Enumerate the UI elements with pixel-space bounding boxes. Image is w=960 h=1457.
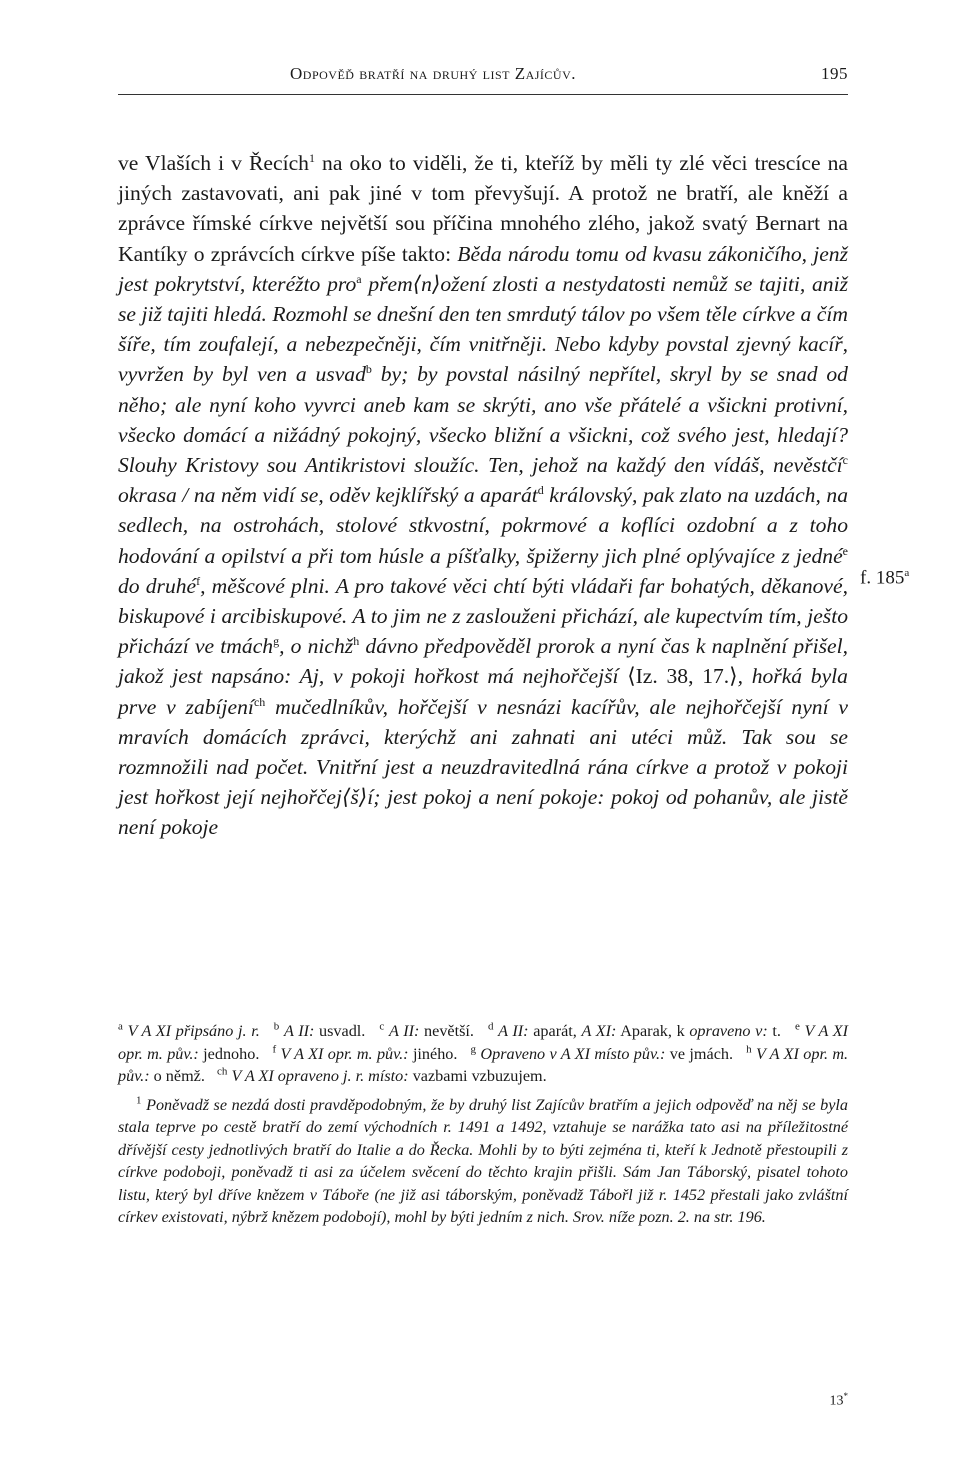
note-text: V A XI opr. m. pův.: bbox=[280, 1044, 409, 1063]
note-text: ve jmách. bbox=[665, 1044, 734, 1063]
note-text: jednoho. bbox=[198, 1044, 260, 1063]
footnote-ref: 1 bbox=[308, 150, 315, 165]
text-run: ve Vlaších i v Řecích bbox=[118, 151, 309, 175]
variant-ref: e bbox=[842, 543, 848, 558]
note-text: V A XI připsáno j. r. bbox=[127, 1022, 260, 1040]
variant-ref: d bbox=[537, 483, 544, 498]
note-text: Aparak, k bbox=[616, 1022, 690, 1040]
note-text: aparát, bbox=[528, 1022, 582, 1040]
note-text: usvadl. bbox=[314, 1022, 366, 1040]
variant-ref: c bbox=[842, 452, 848, 467]
note-text: A II: bbox=[283, 1022, 315, 1040]
note-mark: ch bbox=[217, 1065, 228, 1078]
quotation-text: , měšcové plni. A pro takové věci chtí býti vládaři far bohatých, děkanové, biskupové i arcibiskupové. A to jim ne z zaslouženi přichází, ale kupectvím tím, ješto přichází ve tmách bbox=[118, 573, 848, 659]
header-rule bbox=[118, 94, 848, 95]
main-text bbox=[118, 148, 848, 843]
note-text: A II: bbox=[498, 1022, 529, 1040]
variant-ref: b bbox=[365, 362, 372, 377]
note-text: t. bbox=[767, 1022, 781, 1040]
footnote bbox=[118, 1094, 848, 1229]
note-text: A XI: bbox=[581, 1022, 617, 1040]
note-text: V A XI opr. m. pův.: bbox=[118, 1022, 849, 1063]
note-mark: c bbox=[379, 1020, 385, 1033]
bible-citation: ⟨Iz. 38, 17.⟩ bbox=[627, 664, 738, 689]
note-mark: e bbox=[794, 1020, 800, 1033]
quotation-text: mučedlníkův, hořčejší v nesnázi kacířův, ale nejhořčejší nyní v mravích domácích zprávci, kterýchž ani zahnati ani utéci můž. Tak sou se rozmnožili nad počet. Vnitřní jest a neuzdravitedlná rána církve a protož v pokoji jest hořkost její nejhořčej⟨š⟩í; jest pokoj a není pokoje: pokoj od pohanův, ale jistě není pokoje bbox=[118, 694, 848, 840]
variant-ref: ch bbox=[253, 694, 266, 709]
note-text: o němž. bbox=[149, 1067, 205, 1085]
note-mark: b bbox=[273, 1020, 280, 1033]
variant-ref: g bbox=[273, 634, 280, 649]
footnote-mark: 1 bbox=[136, 1094, 142, 1107]
note-text: A II: bbox=[388, 1022, 420, 1040]
variant-notes bbox=[118, 1020, 848, 1088]
note-text: V A XI opraveno j. r. místo: bbox=[231, 1067, 409, 1085]
page-number: 195 bbox=[821, 64, 848, 83]
note-mark: a bbox=[118, 1020, 123, 1033]
note-text: Opraveno v A XI místo pův.: bbox=[480, 1044, 666, 1063]
note-mark: g bbox=[470, 1043, 477, 1056]
quotation-text: přem⟨n⟩ožení zlosti a nestydatosti nemůž se tajiti, aniž se již tajiti hledá. Rozmohl se dnešní den ten smrdutý tálov po všem těle církve a čím šíře, tím zoufalejí, a nebezpečněji, čím vnitřněji. Nebo kdyby povstal zjevný kacíř, vyvržen by byl ven a usvad bbox=[118, 271, 848, 387]
folio-marker bbox=[860, 567, 909, 589]
quotation-text: by; by povstal násilný nepřítel, skryl by se snad od něho; ale nyní koho vyvrci aneb kam se skrýti, ano vše přátelé a všickni protivní, všecko domácí a nižádný pokojný, všecko bližní a všickni, což svého jest, hledají? Slouhy Kristovy sou Antikristovi sloužíc. Ten, jehož na každý den vídáš, nevěstčí bbox=[118, 362, 848, 478]
note-mark: d bbox=[487, 1020, 494, 1033]
quotation-text: královský, pak zlato na uzdách, na sedlech, na ostrohách, stolové stkvostní, pokrmové a koflíci ozdobní a z toho hodování a opilství a při tom húsle a píšťalky, špižerny jich plné oplývajíce z jedné bbox=[118, 483, 848, 568]
signature-number: 13 bbox=[829, 1393, 844, 1409]
quotation-text: dávno předpověděl prorok a nyní čas k naplnění přišel, jakož jest napsáno: Aj, v pokoji hořkost má nejhořčejší bbox=[118, 634, 848, 689]
note-text: jiného. bbox=[408, 1044, 458, 1063]
note-mark: h bbox=[746, 1043, 752, 1056]
variant-ref: h bbox=[353, 634, 360, 649]
quotation-text: , o nichž bbox=[279, 634, 354, 659]
folio-text: f. 185 bbox=[860, 567, 905, 589]
note-text: vazbami vzbuzujem. bbox=[408, 1067, 547, 1085]
quotation-text: okrasa / na něm vidí se, oděv kejklířský a aparát bbox=[118, 483, 538, 508]
note-mark: f bbox=[272, 1043, 277, 1056]
note-text: V A XI opr. m. pův.: bbox=[118, 1044, 849, 1085]
running-title: Odpověď bratří na druhý list Zajícův. bbox=[290, 64, 577, 83]
quotation-text: do druhé bbox=[118, 573, 197, 598]
variant-ref: a bbox=[356, 271, 362, 286]
footnote-text: Poněvadž se nezdá dosti pravděpodobným, že by druhý list Zajícův bratřím a jejich odpověď na něj se byla stala teprve po cestě bratří do zemí východních r. 1491 a 1492, vztahuje se narážka tato asi na příležitostné dřívější cesty jednotlivých bratří do Italie a do Řecka. Mohli by to býti zejména ti, kteří k Jednotě přestoupili z církve podoboji, poněvadž ti asi za účelem svěcení do těchto krajin přišli. Sám Jan Táborský, pisatel tohoto listu, který byl dříve knězem v Táboře (ne již asi táborským, poněvadž Tábořl již r. 1452 přestali jako zvláštní církev existovati, nýbrž knězem podobojí), mohl by býti jedním z nich. Srov. níže pozn. 2. na str. 196. bbox=[118, 1095, 848, 1226]
note-text: opraveno v: bbox=[689, 1022, 768, 1040]
folio-side: a bbox=[904, 567, 910, 579]
printer-signature bbox=[830, 1391, 849, 1410]
quotation-text: , hořká byla prve v zabíjení bbox=[118, 664, 848, 719]
signature-star: * bbox=[843, 1391, 848, 1401]
text-run: na oko to viděli, že ti, kteříž by měli ty zlé věci trescíce na jiných zastavovati, ani pak jiné v tom převyšují. A protož ne bratří, ale kněží a zprávce římské církve největší sou příčina mnohého zlého, jakož svatý Bernart na Kantíky o zprávcích církve píše takto: bbox=[118, 151, 848, 266]
quotation-text: Běda národu tomu od kvasu zákoničího, jenž jest pokrytství, kteréžto pro bbox=[118, 241, 848, 296]
running-header bbox=[118, 64, 848, 88]
note-text: nevětší. bbox=[419, 1022, 474, 1040]
variant-ref: f bbox=[196, 573, 201, 588]
apparatus bbox=[118, 1020, 848, 1229]
